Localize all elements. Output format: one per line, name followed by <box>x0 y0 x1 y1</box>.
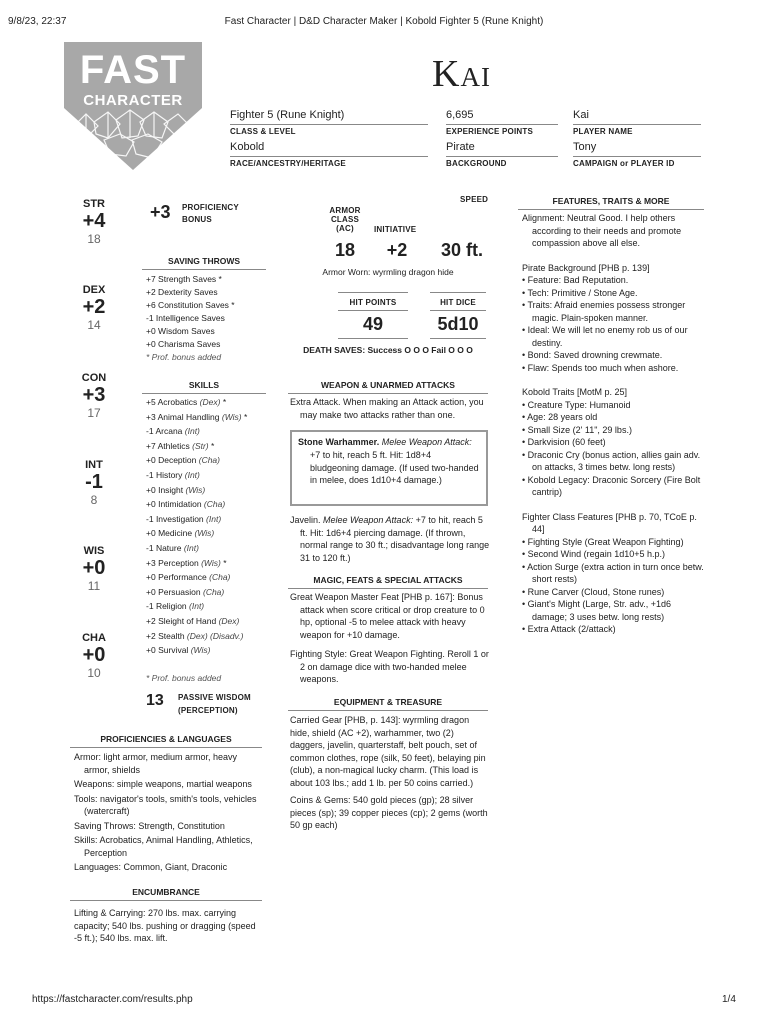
equipment-title: EQUIPMENT & TREASURE <box>288 697 488 711</box>
skill-row-deception: +0 Deception (Cha) <box>146 455 220 466</box>
speed-label: SPEED <box>460 195 489 204</box>
xp-label: EXPERIENCE POINTS <box>446 127 533 136</box>
magic-title: MAGIC, FEATS & SPECIAL ATTACKS <box>288 575 488 589</box>
initiative-value: +2 <box>386 240 408 260</box>
skill-row-athletics: +7 Athletics (Str) * <box>146 440 215 451</box>
death-saves: DEATH SAVES: Success O O O Fail O O O <box>303 345 473 355</box>
saving-throw-dex: +2 Dexterity Saves <box>146 287 218 297</box>
coins-gems-text: Coins & Gems: 540 gold pieces (gp); 28 silver pieces (sp); 39 copper pieces (cp); 2 gems (worth 50 gp each) <box>290 795 488 830</box>
race-label: RACE/ANCESTRY/HERITAGE <box>230 159 346 168</box>
fighter-fighting-style: • Fighting Style (Great Weapon Fighting) <box>522 536 684 547</box>
player-name-label: PLAYER NAME <box>573 127 633 136</box>
proficiency-skills: Skills: Acrobatics, Animal Handling, Athletics, Perception <box>74 835 253 858</box>
features-column <box>522 212 704 636</box>
class-level-label: CLASS & LEVEL <box>230 127 296 136</box>
ability-mod: +0 <box>82 644 106 666</box>
encumbrance-title: ENCUMBRANCE <box>70 887 262 901</box>
character-name: Kai <box>432 53 491 95</box>
ability-mod: +2 <box>82 296 106 318</box>
ability-abbr: INT <box>85 459 103 471</box>
saving-throw-cha: +0 Charisma Saves <box>146 339 221 349</box>
skill-row-investigation: -1 Investigation (Int) <box>146 513 222 524</box>
armor-worn: Armor Worn: wyrmling dragon hide <box>322 267 454 277</box>
kobold-draconic-cry: • Draconic Cry (bonus action, allies gain adv. on attacks, 3 times betw. long rests) <box>522 449 701 472</box>
skill-row-stealth: +2 Stealth (Dex) (Disadv.) <box>146 630 244 641</box>
kobold-traits-heading: Kobold Traits [MotM p. 25] <box>522 387 628 397</box>
proficiency-languages: Languages: Common, Giant, Draconic <box>74 862 228 872</box>
carried-gear-text: Carried Gear [PHB, p. 143]: wyrmling dragon hide, shield (AC +2), warhammer, two (2) daggers, javelin, quarterstaff, belt pouch, set of common clothes, rope (silk, 50 feet), belaying pin (club), a non-magical lucky charm. (This load is about 103 lbs.; add 1 lb. per 50 coins carried.) <box>290 715 486 788</box>
fighting-style-text: Fighting Style: Great Weapon Fighting. Reroll 1 or 2 on damage dice with two-handed melee weapons. <box>290 649 489 684</box>
skill-row-performance: +0 Performance (Cha) <box>146 572 231 583</box>
ability-int <box>70 459 118 507</box>
skill-row-history: -1 History (Int) <box>146 469 200 480</box>
background-flaw: • Flaw: Spends too much when ashore. <box>522 362 679 373</box>
background-value: Pirate <box>446 141 475 153</box>
fighter-features-heading: Fighter Class Features [PHB p. 70, TCoE p. 44] <box>522 511 697 534</box>
features-title: FEATURES, TRAITS & MORE <box>518 196 704 210</box>
saving-throws-note: * Prof. bonus added <box>146 352 222 362</box>
kobold-creature-type: • Creature Type: Humanoid <box>522 399 631 410</box>
proficiency-bonus-label-2: BONUS <box>182 215 212 224</box>
skill-row-medicine: +0 Medicine (Wis) <box>146 528 215 539</box>
hit-dice-label: HIT DICE <box>440 298 476 307</box>
ability-abbr: STR <box>83 198 105 210</box>
ability-score: 11 <box>87 579 101 593</box>
saving-throw-wis: +0 Wisdom Saves <box>146 326 215 336</box>
hit-points-value: 49 <box>362 314 384 334</box>
attacks-title: WEAPON & UNARMED ATTACKS <box>288 380 488 394</box>
speed-value: 30 ft. <box>440 240 483 260</box>
background-feature: • Feature: Bad Reputation. <box>522 275 629 285</box>
great-weapon-master-feat: Great Weapon Master Feat [PHB p. 167]: Bonus attack when score critical or drop creature to 0 hp, optional -5 to melee attack with heavy weapon for +10 damage. <box>290 592 485 640</box>
skill-row-persuasion: +0 Persuasion (Cha) <box>146 586 225 597</box>
proficiency-bonus-value: +3 <box>150 202 171 222</box>
fighter-action-surge: • Action Surge (extra action in turn once betw. short rests) <box>522 561 704 584</box>
ability-abbr: DEX <box>82 284 106 296</box>
skills-title: SKILLS <box>142 380 266 394</box>
fighter-rune-carver: • Rune Carver (Cloud, Stone runes) <box>522 586 665 597</box>
proficiency-tools: Tools: navigator's tools, smith's tools, vehicles (watercraft) <box>74 793 257 816</box>
stone-warhammer-box <box>290 430 488 506</box>
proficiencies-title: PROFICIENCIES & LANGUAGES <box>70 734 262 748</box>
passive-wisdom-label-1: PASSIVE WISDOM <box>178 693 251 702</box>
extra-attack-text: Extra Attack. When making an Attack action, you may make two attacks rather than one. <box>290 397 484 420</box>
ability-mod: +4 <box>82 210 106 232</box>
background-label: BACKGROUND <box>446 159 507 168</box>
skill-row-arcana: -1 Arcana (Int) <box>146 426 200 437</box>
campaign-label: CAMPAIGN or PLAYER ID <box>573 159 675 168</box>
background-traits: • Traits: Afraid enemies possess stronger magic. Plain-spoken manner. <box>522 300 686 323</box>
ability-wis <box>70 545 118 593</box>
proficiency-bonus-label-1: PROFICIENCY <box>182 203 239 212</box>
kobold-legacy: • Kobold Legacy: Draconic Sorcery (Fire Bolt cantrip) <box>522 474 701 497</box>
ability-dex <box>70 284 118 332</box>
class-level-value: Fighter 5 (Rune Knight) <box>230 109 345 121</box>
logo-text-fast: FAST <box>79 48 187 92</box>
stone-warhammer-text: +7 to hit, reach 5 ft. Hit: 1d8+4 bludgeoning damage. (If used two-handed in melee, does 1d10+4 damage.) <box>310 450 479 485</box>
ability-score: 18 <box>87 232 101 246</box>
skill-row-insight: +0 Insight (Wis) <box>146 484 206 495</box>
skill-row-survival: +0 Survival (Wis) <box>146 645 211 656</box>
kobold-size: • Small Size (2' 11", 29 lbs.) <box>522 424 632 435</box>
print-datetime: 9/8/23, 22:37 <box>8 16 67 27</box>
print-page-number: 1/4 <box>722 994 736 1005</box>
skill-row-animal-handling: +3 Animal Handling (Wis) * <box>146 411 248 422</box>
background-tech: • Tech: Primitive / Stone Age. <box>522 287 638 298</box>
ability-cha <box>70 632 118 680</box>
proficiencies-list <box>74 751 264 874</box>
javelin-text: Javelin. Melee Weapon Attack: +7 to hit, reach 5 ft. Hit: 1d6+4 piercing damage. (If thrown, normal range to 30 ft.; disadvantage long range 31 to 120 ft.) <box>290 515 490 563</box>
initiative-label: INITIATIVE <box>374 225 417 234</box>
race-value: Kobold <box>230 141 265 153</box>
skill-row-intimidation: +0 Intimidation (Cha) <box>146 499 226 510</box>
print-page-title: Fast Character | D&D Character Maker | Kobold Fighter 5 (Rune Knight) <box>224 16 544 27</box>
ability-score: 17 <box>87 406 101 420</box>
skills-note: * Prof. bonus added <box>146 673 222 683</box>
player-name-value: Kai <box>573 109 589 121</box>
background-ideal: • Ideal: We will let no enemy rob us of our destiny. <box>522 325 688 348</box>
skills-list <box>146 395 276 658</box>
ability-mod: +3 <box>82 384 106 406</box>
ac-label: ARMOR CLASS (AC) <box>329 206 361 233</box>
ability-score: 10 <box>87 666 101 680</box>
ability-score: 8 <box>90 493 98 507</box>
ac-value: 18 <box>334 240 356 260</box>
ability-mod: +0 <box>82 557 106 579</box>
pirate-background-heading: Pirate Background [PHB p. 139] <box>522 262 650 273</box>
passive-wisdom-value: 13 <box>146 692 164 709</box>
kobold-darkvision: • Darkvision (60 feet) <box>522 437 606 447</box>
fast-character-logo <box>64 42 202 172</box>
kobold-age: • Age: 28 years old <box>522 412 598 422</box>
ability-abbr: CHA <box>82 632 106 644</box>
skill-row-religion: -1 Religion (Int) <box>146 601 205 612</box>
ability-score: 14 <box>87 318 101 332</box>
saving-throw-int: -1 Intelligence Saves <box>146 313 225 323</box>
saving-throws-title: SAVING THROWS <box>142 256 266 270</box>
skill-row-sleight-of-hand: +2 Sleight of Hand (Dex) <box>146 615 240 626</box>
skill-row-perception: +3 Perception (Wis) * <box>146 557 227 568</box>
proficiency-saving-throws: Saving Throws: Strength, Constitution <box>74 820 225 831</box>
passive-wisdom-label-2: (PERCEPTION) <box>178 706 238 715</box>
fighter-giants-might: • Giant's Might (Large, Str. adv., +1d6 damage; 3 uses betw. long rests) <box>522 599 672 622</box>
saving-throw-con: +6 Constitution Saves * <box>146 300 235 310</box>
proficiency-armor: Armor: light armor, medium armor, heavy armor, shields <box>74 752 238 775</box>
ability-mod: -1 <box>85 471 103 493</box>
xp-value: 6,695 <box>446 109 474 121</box>
encumbrance-text: Lifting & Carrying: 270 lbs. max. carrying capacity; 540 lbs. pushing or dragging (speed -5 ft.); 540 lbs. max. lift. <box>74 908 256 943</box>
skill-row-nature: -1 Nature (Int) <box>146 542 199 553</box>
hit-dice-value: 5d10 <box>437 314 479 334</box>
campaign-value: Tony <box>573 141 597 153</box>
fighter-second-wind: • Second Wind (regain 1d10+5 h.p.) <box>522 549 665 559</box>
saving-throws-list <box>146 273 235 364</box>
alignment-text: Alignment: Neutral Good. I help others according to their needs and promote compassion above all else. <box>522 213 682 248</box>
hit-points-label: HIT POINTS <box>349 298 397 307</box>
proficiency-weapons: Weapons: simple weapons, martial weapons <box>74 779 252 789</box>
fighter-extra-attack: • Extra Attack (2/attack) <box>522 624 616 634</box>
ability-abbr: CON <box>81 372 107 384</box>
ability-abbr: WIS <box>83 545 105 557</box>
skill-row-acrobatics: +5 Acrobatics (Dex) * <box>146 397 227 407</box>
stone-warhammer-heading: Stone Warhammer. Melee Weapon Attack: <box>298 437 472 447</box>
saving-throw-str: +7 Strength Saves * <box>146 274 222 284</box>
background-bond: • Bond: Saved drowning crewmate. <box>522 350 663 360</box>
ability-con <box>70 372 118 420</box>
logo-text-character: CHARACTER <box>83 92 183 109</box>
print-url[interactable]: https://fastcharacter.com/results.php <box>32 994 193 1005</box>
ability-str <box>70 198 118 246</box>
